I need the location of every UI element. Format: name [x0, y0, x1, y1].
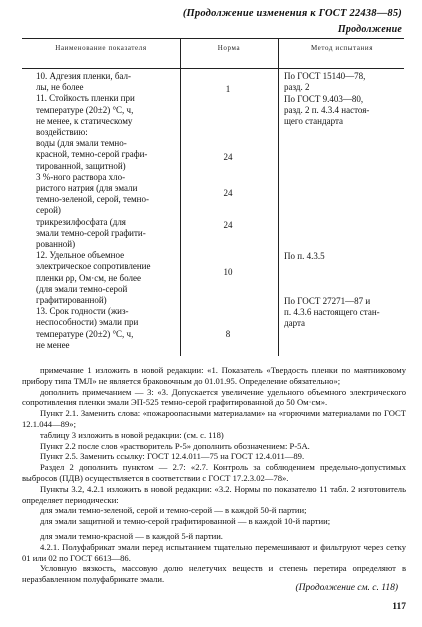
table-text-line: разд. 2 [284, 82, 310, 93]
column-header-indicator: Наименование показателя [55, 44, 147, 52]
amendment-text [22, 365, 406, 585]
table-text-line: тированной, защитной) [36, 160, 126, 171]
table-text-line: серой) [36, 205, 61, 216]
table-text-line: дарта [284, 318, 305, 329]
table-text-line: температуре (20±2) °С, ч, [36, 328, 134, 339]
document-header: (Продолжение изменения к ГОСТ 22438—85) [182, 8, 402, 19]
indicator-column [36, 71, 154, 351]
table-text-line: щего стандарта [284, 116, 343, 127]
table-text-line: 10. Адгезия пленки, бал- [36, 71, 131, 81]
table-text-line: разд. 2 п. 4.3.4 настоя- [284, 105, 370, 116]
table-text-line: 11. Стойкость пленки при [36, 93, 135, 104]
table-text-line: (для эмали темно-серой [36, 283, 128, 294]
table-text-line: электрическое сопротивление [36, 261, 151, 272]
paragraph: 4.2.1. Полуфабрикат эмали перед испытанием тщательно перемешивают и фильтруют через сетку 01 или 02 по ГОСТ 6613—86. [22, 541, 406, 563]
table-text-line: неспособности) эмали при [36, 317, 139, 328]
paragraph: примечание 1 изложить в новой редакции: «1. Показатель «Твердость пленки по маятниковому прибору типа ТМЛ» не является браковочным до 01.01.95. Определение обязательно»; [22, 365, 406, 386]
table-top-rule [22, 38, 404, 39]
method-cell [284, 296, 400, 330]
paragraph: для эмали темно-красной — в каждой 5-й партии. [40, 530, 223, 541]
table-text-line: трикрезилфосфата (для [36, 216, 126, 227]
table-text-line: температуре (20±2) °С, ч, [36, 104, 134, 115]
paragraph: Условную вязкость, массовую долю нелетучих веществ и степень перетира определяют в неразбавленном полуфабрикате эмали. [22, 563, 406, 585]
table-header-rule [22, 68, 404, 69]
paragraph: Пункт 2.2 после слов «растворитель Р-5» дополнить обозначением: Р-5А. [40, 440, 310, 451]
table-text-line: эмали темно-серой графити- [36, 227, 146, 238]
table-text-line: рованной) [36, 239, 76, 250]
paragraph: Пункт 2.1. Заменить слова: «пожароопасными материалами» на «горючими материалами по ГОСТ 12.1.044—89»; [22, 408, 406, 429]
table-text-line: пленки ρр, Ом·см, не более [36, 272, 141, 283]
table-text-line: не менее [36, 339, 70, 350]
column-header-norm: Норма [217, 44, 241, 52]
norm-value: 1 [225, 84, 231, 94]
paragraph: для эмали темно-зеленой, серой и темно-серой — в каждой 50-й партии; [40, 505, 307, 516]
table-text-line: По ГОСТ 9.403—80, [284, 94, 364, 104]
column-header-method: Метод испытания [310, 44, 374, 52]
method-cell [284, 94, 400, 128]
norm-value: 24 [223, 188, 233, 198]
table-text-line: воздействию: [36, 127, 88, 138]
table-text-line: По п. 4.3.5 [284, 251, 325, 261]
paragraph: Пункты 3.2, 4.2.1 изложить в новой редакции: «3.2. Нормы по показателю 11 табл. 2 изготовитель определяет периодически: [22, 483, 406, 505]
norm-value: 8 [225, 329, 231, 339]
paragraph: Пункт 2.5. Заменить ссылку: ГОСТ 12.4.011—75 на ГОСТ 12.4.011—89. [40, 451, 305, 462]
table-text-line: графитированной) [36, 295, 107, 306]
table-text-line: красной, темно-серой графи- [36, 149, 148, 160]
table-text-line: 13. Срок годности (жиз- [36, 306, 129, 317]
table-text-line: не менее, к статическому [36, 115, 133, 126]
paragraph: таблицу 3 изложить в новой редакции: (см. с. 118) [40, 429, 224, 440]
table-text-line: лы, не более [36, 82, 84, 93]
table-text-line: ристого натрия (для эмали [36, 183, 138, 194]
table-text-line: По ГОСТ 27271—87 и [284, 296, 371, 306]
table-text-line: п. 4.3.6 настоящего стан- [284, 307, 380, 318]
table-column-divider [180, 38, 181, 356]
paragraph: для эмали защитной и темно-серой графитированной — в каждой 10-й партии; [40, 516, 331, 527]
continued-note: (Продолжение см. с. 118) [295, 583, 398, 593]
table-column-divider [278, 38, 279, 356]
table-text-line: 3 %-ного раствора хло- [36, 171, 126, 182]
table-text-line: По ГОСТ 15140—78, [284, 71, 366, 81]
page-number: 117 [392, 602, 406, 612]
norm-value: 24 [223, 152, 233, 162]
paragraph: дополнить примечанием — 3: «3. Допускается увеличение удельного объемного электрического сопротивления пленки эмали ЭП-525 темно-серой графитированной до 50 Ом·см». [22, 386, 406, 408]
method-cell [284, 71, 400, 93]
method-cell [284, 251, 400, 262]
table-text-line: 12. Удельное объемное [36, 250, 125, 261]
table-text-line: темно-зеленой, серой, темно- [36, 194, 149, 205]
paragraph: Раздел 2 дополнить пунктом — 2.7: «2.7. Контроль за соблюдением предельно-допустимых выбросов (ПДВ) осуществляется в соответствии с ГОСТ 17.2.3.02—78». [22, 462, 406, 483]
continuation-label: Продолжение [337, 24, 402, 35]
norm-value: 24 [223, 220, 233, 230]
norm-value: 10 [223, 267, 233, 277]
table-text-line: воды (для эмали темно- [36, 138, 127, 149]
